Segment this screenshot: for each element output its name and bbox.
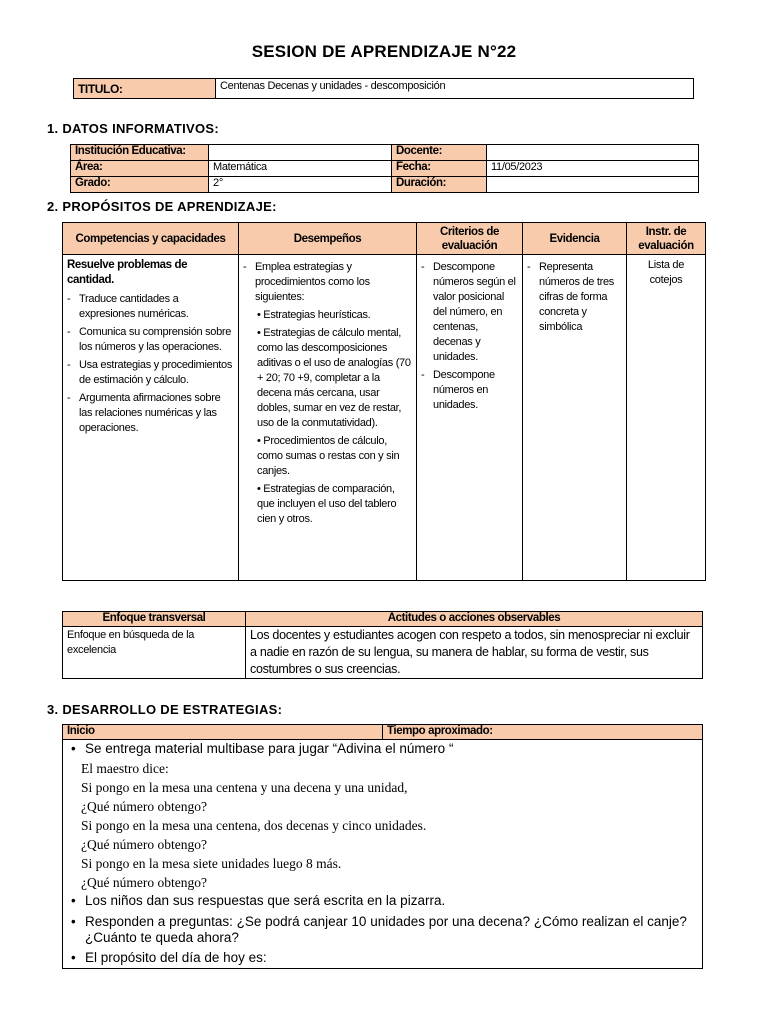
area-value: Matemática — [209, 161, 392, 177]
list-item: - Descompone números en unidades. — [421, 368, 518, 413]
propositos-heading: 2. PROPÓSITOS DE APRENDIZAJE: — [47, 199, 277, 214]
desarrollo-table — [62, 724, 703, 969]
fecha-value: 11/05/2023 — [487, 161, 699, 177]
list-item: • Estrategias de comparación, que incluyen el uso del tablero cien y otros. — [257, 483, 397, 525]
evidencia-text: - Representa números de tres cifras de forma concreta y simbólica — [527, 260, 622, 335]
dialogue-line: ¿Qué número obtengo? — [81, 875, 207, 890]
competencia-title: Resuelve problemas de cantidad. — [67, 259, 188, 286]
capacidades-list — [67, 292, 234, 436]
dialogue-line: ¿Qué número obtengo? — [81, 799, 207, 814]
datos-table — [70, 144, 699, 193]
list-item: • El propósito del día de hoy es: — [67, 950, 698, 966]
docente-value — [487, 145, 699, 161]
header-competencias: Competencias y capacidades — [63, 223, 239, 255]
tiempo-label: Tiempo aproximado: — [383, 725, 703, 740]
desarrollo-heading: 3. DESARROLLO DE ESTRATEGIAS: — [47, 702, 283, 717]
header-criterios: Criterios de evaluación — [417, 223, 523, 255]
titulo-table — [73, 78, 694, 99]
fecha-label: Fecha: — [392, 161, 487, 177]
desempenos-list — [243, 260, 412, 305]
inicio-content — [63, 740, 703, 969]
enfoque-header-right: Actitudes o acciones observables — [246, 612, 703, 627]
competencias-cell — [63, 255, 239, 581]
header-evidencia: Evidencia — [523, 223, 627, 255]
header-instrumento: Instr. de evaluación — [627, 223, 706, 255]
instrumento-cell: Lista de cotejos — [627, 255, 706, 581]
page-title: SESION DE APRENDIZAJE N°22 — [251, 42, 517, 61]
list-item: - Descompone números según el valor posicional del número, en centenas, decenas y unidades. — [421, 260, 518, 365]
list-item: - Traduce cantidades a expresiones numéricas. — [67, 292, 234, 322]
list-item: • Los niños dan sus respuestas que será escrita en la pizarra. — [67, 893, 698, 909]
dialogue-line: Si pongo en la mesa una centena y una decena y una unidad, — [81, 780, 408, 795]
dialogue-line: Si pongo en la mesa una centena, dos decenas y cinco unidades. — [81, 818, 427, 833]
list-item: - Argumenta afirmaciones sobre las relaciones numéricas y las operaciones. — [67, 391, 234, 436]
grado-label: Grado: — [71, 177, 209, 193]
duracion-label: Duración: — [392, 177, 487, 193]
criterios-cell — [417, 255, 523, 581]
evidencia-cell — [523, 255, 627, 581]
dialogue-line: ¿Qué número obtengo? — [81, 837, 207, 852]
criterios-list — [421, 260, 518, 413]
titulo-label: TITULO: — [74, 79, 216, 99]
inicio-label: Inicio — [63, 725, 383, 740]
docente-label: Docente: — [392, 145, 487, 161]
titulo-value: Centenas Decenas y unidades - descomposición — [216, 79, 694, 99]
institucion-value — [209, 145, 392, 161]
header-desempenos: Desempeños — [239, 223, 417, 255]
enfoque-left: Enfoque en búsqueda de la excelencia — [63, 627, 246, 679]
duracion-value — [487, 177, 699, 193]
list-item: - Comunica su comprensión sobre los números y las operaciones. — [67, 325, 234, 355]
enfoque-header-left: Enfoque transversal — [63, 612, 246, 627]
datos-heading: 1. DATOS INFORMATIVOS: — [47, 121, 219, 136]
list-item: - Usa estrategias y procedimientos de estimación y cálculo. — [67, 358, 234, 388]
dialogue-line: El maestro dice: — [81, 761, 169, 776]
enfoque-right: Los docentes y estudiantes acogen con respeto a todos, sin menospreciar ni excluir a nadie en razón de su lengua, su manera de hablar, su forma de vestir, sus costumbres o sus creencias. — [246, 627, 703, 679]
list-item: • Procedimientos de cálculo, como sumas o restas con y sin canjes. — [257, 435, 400, 477]
dialogue-line: Si pongo en la mesa siete unidades luego 8 más. — [81, 856, 342, 871]
grado-value: 2° — [209, 177, 392, 193]
list-item: • Responden a preguntas: ¿Se podrá canjear 10 unidades por una decena? ¿Cómo realizan el canje? ¿Cuánto te queda ahora? — [67, 914, 698, 946]
institucion-label: Institución Educativa: — [71, 145, 209, 161]
list-item: • Estrategias de cálculo mental, como las descomposiciones aditivas o el uso de analogías (70 + 20; 70 +9, completar a la decena más cercana, usar dobles, sumar en vez de restar, uso de la conmutatividad). — [257, 327, 411, 429]
area-label: Área: — [71, 161, 209, 177]
desempenos-cell — [239, 255, 417, 581]
list-item: • Estrategias heurísticas. — [257, 309, 371, 321]
desempeno-intro: - Emplea estrategias y procedimientos como los siguientes: — [243, 260, 412, 305]
list-item: • Se entrega material multibase para jugar “Adivina el número “ — [67, 741, 698, 757]
enfoque-table — [62, 611, 703, 679]
propositos-table — [62, 222, 706, 581]
